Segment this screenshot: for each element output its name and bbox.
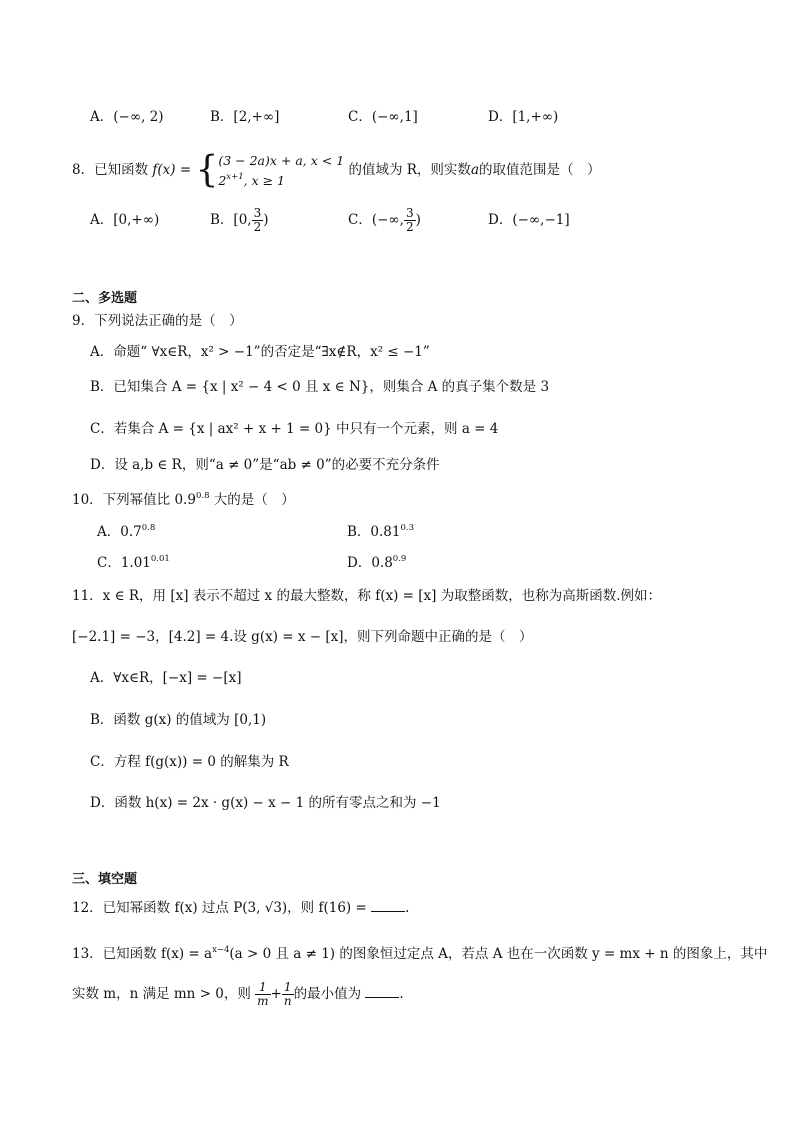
option-exp: 0.8 [141, 523, 156, 533]
q10-stem-pre: 10．下列幂值比 0.9 [72, 492, 196, 508]
option-pre: (−∞, [371, 212, 404, 228]
q13-end: . [399, 986, 404, 1002]
section-title-multi-choice: 二、多选题 [72, 291, 138, 306]
option-base: B．0.81 [347, 524, 401, 540]
q13-post: (a > 0 且 a ≠ 1) 的图象恒过定点 A，若点 A 也在一次函数 y = mx + n 的图象上，其中 [229, 946, 768, 962]
q7-option-d[interactable] [488, 107, 558, 127]
option-post: ) [415, 212, 421, 228]
fraction-den: n [283, 994, 292, 1008]
option-exp: 0.9 [392, 554, 407, 564]
q10-option-d[interactable] [347, 549, 406, 573]
q8-tail-2: 的取值范围是（ ） [479, 162, 601, 178]
fraction [252, 207, 264, 234]
q9-option-b[interactable]: B．已知集合 A = {x | x² − 4 < 0 且 x ∈ N}，则集合 A 的真子集个数是 3 [90, 379, 550, 395]
option-text: [2,+∞] [233, 109, 280, 125]
q12-stem [72, 898, 409, 918]
q13-line-2 [72, 977, 404, 1011]
q12-answer-blank[interactable] [371, 899, 405, 912]
option-label: C． [348, 212, 372, 228]
q10-option-b[interactable] [347, 518, 414, 542]
option-text: (−∞, 2) [113, 109, 164, 125]
q9-option-d[interactable]: D．设 a,b ∈ R，则“a ≠ 0”是“ab ≠ 0”的必要不充分条件 [90, 457, 440, 473]
fraction-num: 3 [253, 206, 262, 220]
q8-case-2-exp: x+1 [226, 171, 244, 182]
option-base: C．1.01 [97, 555, 151, 571]
option-label: B． [210, 212, 234, 228]
fraction-num: 1 [255, 981, 270, 995]
section-title-fill-blank: 三、填空题 [72, 872, 138, 887]
fraction-num: 1 [282, 981, 294, 995]
q13-answer-blank[interactable] [365, 985, 399, 998]
option-exp: 0.01 [150, 554, 170, 564]
fraction-num: 3 [405, 206, 414, 220]
q8-option-b[interactable] [210, 203, 269, 237]
q8-var: a [470, 162, 479, 178]
q8-option-d[interactable] [488, 210, 570, 230]
q10-option-c[interactable] [97, 549, 170, 573]
q7-option-a[interactable] [90, 107, 164, 127]
q8-function-name: f(x) = [152, 162, 192, 178]
q12-text: 12．已知幂函数 f(x) 过点 P(3, √3)，则 f(16) = [72, 900, 367, 916]
q13-line-1 [72, 940, 767, 964]
q12-end: . [405, 900, 410, 916]
q8-tail: 的值域为 R，则实数 [348, 162, 471, 178]
option-label: A． [90, 109, 114, 125]
fraction [404, 207, 416, 234]
q11-stem-line-2: [−2.1] = −3，[4.2] = 4.设 g(x) = x − [x]，则下列命题中正确的是（ ） [72, 629, 533, 645]
option-base: D．0.8 [347, 555, 393, 571]
q10-stem-post: 大的是（ ） [209, 492, 295, 508]
option-label: D． [488, 212, 513, 228]
q10-stem-exp: 0.8 [195, 491, 210, 501]
plus-sign: + [270, 986, 282, 1002]
option-exp: 0.3 [400, 523, 415, 533]
option-label: A． [90, 212, 114, 228]
option-text: (−∞,1] [371, 109, 418, 125]
fraction-1-over-n [282, 981, 294, 1008]
q7-option-b[interactable] [210, 107, 279, 127]
q13-line2-post: 的最小值为 [293, 986, 362, 1002]
q8-case-2 [218, 169, 344, 189]
q7-option-c[interactable] [348, 107, 418, 127]
q8-piecewise [218, 153, 344, 189]
option-pre: [0, [233, 212, 252, 228]
q8-case-1: (3 − 2a)x + a, x < 1 [218, 152, 345, 168]
q9-stem: 9．下列说法正确的是（ ） [72, 313, 243, 329]
fraction-den: 2 [405, 220, 414, 234]
q8-case-2-base: 2 [218, 172, 227, 188]
q11-option-b[interactable]: B．函数 g(x) 的值域为 [0,1) [90, 712, 267, 728]
brace-icon: { [195, 149, 219, 191]
option-post: ) [263, 212, 269, 228]
q13-exp: x−4 [212, 945, 230, 955]
option-text: [1,+∞) [512, 109, 559, 125]
q8-stem [72, 149, 601, 191]
q8-option-a[interactable] [90, 210, 159, 230]
option-label: D． [488, 109, 513, 125]
q9-option-a[interactable]: A．命题“ ∀x∈R，x² > −1”的否定是“∃x∉R，x² ≤ −1” [90, 344, 430, 360]
q10-stem [72, 486, 295, 510]
option-label: C． [348, 109, 372, 125]
option-text: (−∞,−1] [512, 212, 570, 228]
q11-stem-line-1: 11．x ∈ R，用 [x] 表示不超过 x 的最大整数，称 f(x) = [x] 为取整函数，也称为高斯函数.例如： [72, 588, 662, 604]
q11-option-a[interactable]: A．∀x∈R，[−x] = −[x] [90, 670, 242, 686]
q9-option-c[interactable]: C．若集合 A = {x | ax² + x + 1 = 0} 中只有一个元素，则 a = 4 [90, 421, 499, 437]
fraction-den: m [257, 994, 269, 1008]
option-label: B． [210, 109, 234, 125]
q8-prefix: 8．已知函数 [72, 162, 149, 178]
q11-option-d[interactable]: D．函数 h(x) = 2x · g(x) − x − 1 的所有零点之和为 −1 [90, 795, 441, 811]
q11-option-c[interactable]: C．方程 f(g(x)) = 0 的解集为 R [90, 754, 289, 770]
option-text: [0,+∞) [113, 212, 160, 228]
q8-option-c[interactable] [348, 203, 421, 237]
q8-case-2-rest: , x ≥ 1 [243, 172, 285, 188]
option-base: A．0.7 [97, 524, 142, 540]
q13-line2-pre: 实数 m，n 满足 mn > 0，则 [72, 986, 251, 1002]
q10-option-a[interactable] [97, 518, 155, 542]
fraction-1-over-m [255, 981, 270, 1008]
q13-pre: 13．已知函数 f(x) = a [72, 946, 213, 962]
fraction-den: 2 [253, 220, 262, 234]
